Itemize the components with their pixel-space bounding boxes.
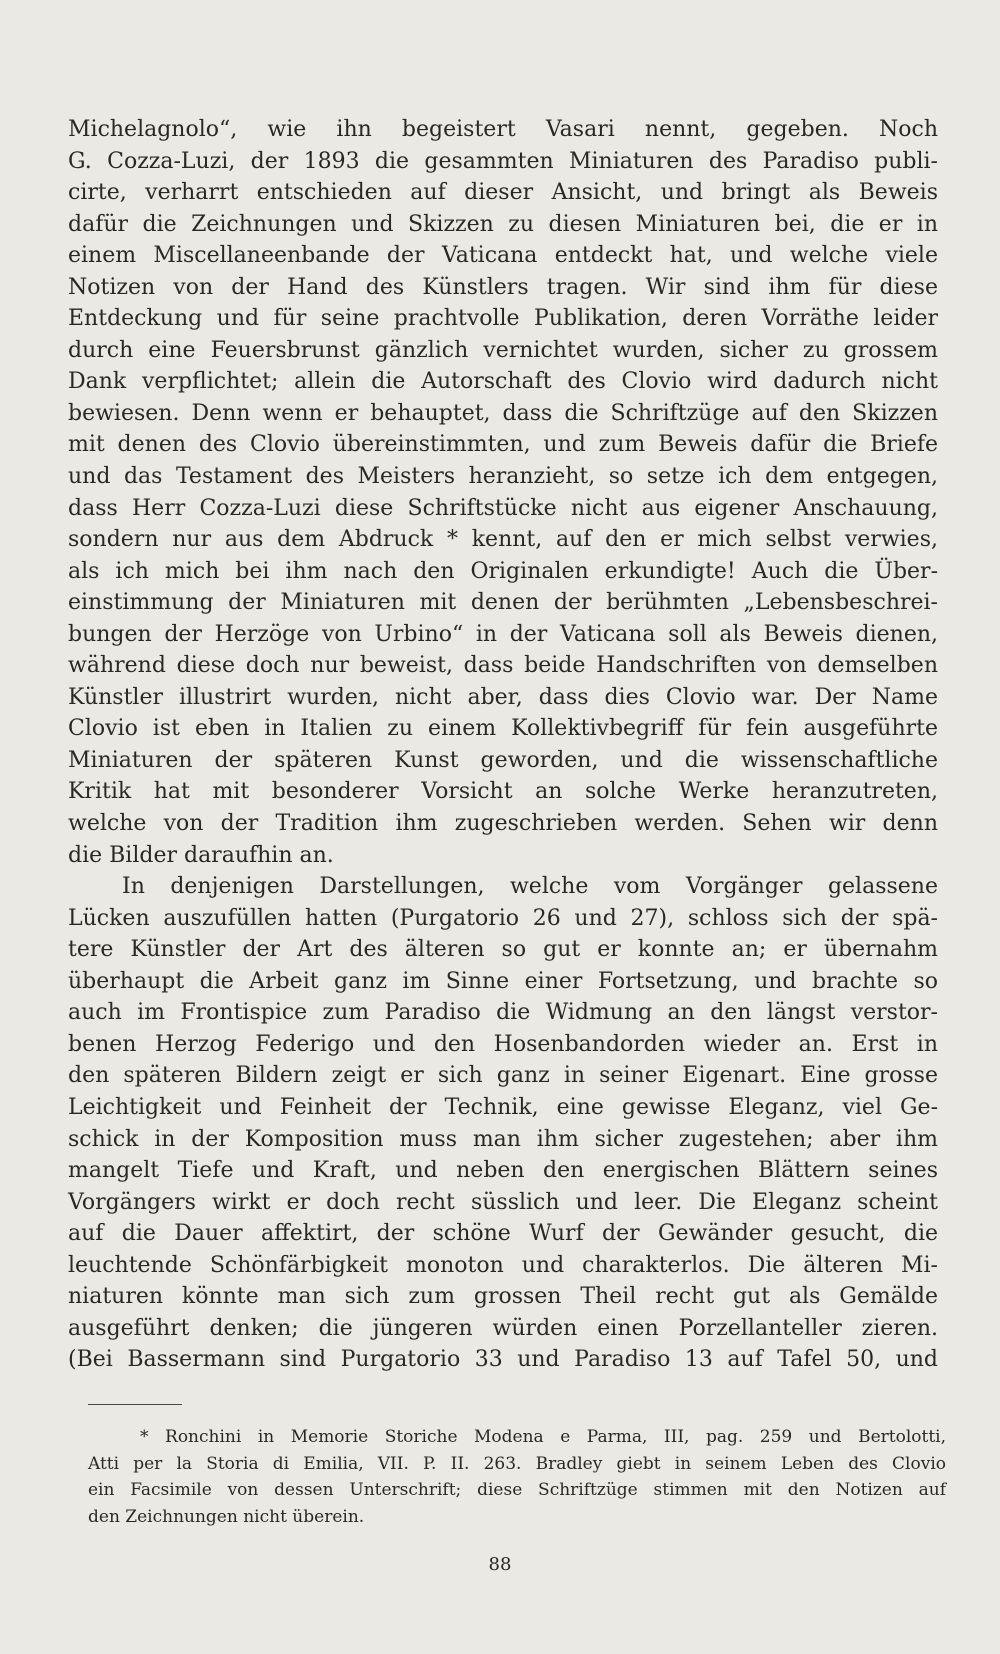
paragraph-end-line: die Bilder daraufhin an. [68, 842, 334, 868]
body-line: Vorgängers wirkt er doch recht süsslich und leer. Die Eleganz scheint [68, 1189, 938, 1215]
body-line: dass Herr Cozza-Luzi diese Schriftstücke nicht aus eigener Anschauung, [68, 495, 938, 521]
body-line: bungen der Herzöge von Urbino“ in der Vaticana soll als Beweis dienen, [68, 621, 938, 647]
body-line: Lücken auszufüllen hatten (Purgatorio 26 und 27), schloss sich der spä- [68, 905, 938, 931]
body-line: während diese doch nur beweist, dass beide Handschriften von demselben [68, 653, 938, 679]
body-line: dafür die Zeichnungen und Skizzen zu diesen Miniaturen bei, die er in [68, 211, 938, 237]
body-line: Clovio ist eben in Italien zu einem Kollektivbegriff für fein ausgeführte [68, 716, 938, 742]
body-line: durch eine Feuersbrunst gänzlich vernichtet wurden, sicher zu grossem [68, 337, 938, 363]
body-line: Notizen von der Hand des Künstlers tragen. Wir sind ihm für diese [68, 274, 938, 300]
body-line: einem Miscellaneenbande der Vaticana entdeckt hat, und welche viele [68, 243, 938, 269]
body-line: auf die Dauer affektirt, der schöne Wurf der Gewänder gesucht, die [68, 1221, 938, 1247]
footnote-line: den Zeichnungen nicht überein. [88, 1506, 365, 1527]
body-line: Kritik hat mit besonderer Vorsicht an solche Werke heranzutreten, [68, 779, 938, 805]
body-line: sondern nur aus dem Abdruck * kennt, auf den er mich selbst verwies, [68, 527, 938, 553]
body-line: tere Künstler der Art des älteren so gut er konnte an; er übernahm [68, 937, 938, 963]
body-line: Entdeckung und für seine prachtvolle Publikation, deren Vorräthe leider [68, 306, 938, 332]
footnote [88, 1424, 946, 1530]
paragraph-start-line: In denjenigen Darstellungen, welche vom Vorgänger gelassene [122, 874, 938, 900]
body-line: den späteren Bildern zeigt er sich ganz in seiner Eigenart. Eine grosse [68, 1063, 938, 1089]
body-line: schick in der Komposition muss man ihm sicher zugestehen; aber ihm [68, 1126, 938, 1152]
body-line: cirte, verharrt entschieden auf dieser Ansicht, und bringt als Beweis [68, 180, 938, 206]
footnote-line: Atti per la Storia di Emilia, VII. P. II. 263. Bradley giebt in seinem Leben des Clovio [88, 1453, 946, 1474]
body-text [68, 114, 938, 1376]
body-line: ausgeführt denken; die jüngeren würden einen Porzellanteller zieren. [68, 1315, 938, 1341]
footnote-divider [88, 1404, 182, 1405]
body-line: leuchtende Schönfärbigkeit monoton und charakterlos. Die älteren Mi- [68, 1252, 938, 1278]
body-line: welche von der Tradition ihm zugeschrieben werden. Sehen wir denn [68, 811, 938, 837]
footnote-line: * Ronchini in Memorie Storiche Modena e Parma, III, pag. 259 und Bertolotti, [140, 1427, 946, 1447]
footnote-line: ein Facsimile von dessen Unterschrift; diese Schriftzüge stimmen mit den Notizen auf [88, 1480, 946, 1500]
body-line: mangelt Tiefe und Kraft, und neben den energischen Blättern seines [68, 1158, 938, 1184]
body-line: Miniaturen der späteren Kunst geworden, und die wissenschaftliche [68, 747, 938, 773]
body-line: als ich mich bei ihm nach den Originalen erkundigte! Auch die Über- [68, 558, 938, 584]
page-number: 88 [488, 1554, 512, 1575]
body-line: und das Testament des Meisters heranzieht, so setze ich dem entgegen, [68, 464, 938, 490]
body-line: auch im Frontispice zum Paradiso die Widmung an den längst verstor- [68, 1000, 938, 1026]
body-line: Künstler illustrirt wurden, nicht aber, dass dies Clovio war. Der Name [68, 684, 938, 710]
body-line: überhaupt die Arbeit ganz im Sinne einer Fortsetzung, und brachte so [68, 968, 938, 994]
body-line: benen Herzog Federigo und den Hosenbandorden wieder an. Erst in [68, 1031, 938, 1057]
body-line: Michelagnolo“, wie ihn begeistert Vasari nennt, gegeben. Noch [68, 117, 938, 142]
body-line: einstimmung der Miniaturen mit denen der berühmten „Lebensbeschrei- [68, 590, 938, 616]
body-line: Dank verpflichtet; allein die Autorschaft des Clovio wird dadurch nicht [68, 369, 938, 395]
body-line: mit denen des Clovio übereinstimmten, und zum Beweis dafür die Briefe [68, 432, 938, 458]
body-line: Leichtigkeit und Feinheit der Technik, eine gewisse Eleganz, viel Ge- [68, 1094, 938, 1120]
body-line: bewiesen. Denn wenn er behauptet, dass die Schriftzüge auf den Skizzen [68, 400, 938, 426]
body-line: (Bei Bassermann sind Purgatorio 33 und Paradiso 13 auf Tafel 50, und [68, 1347, 938, 1373]
body-line: G. Cozza-Luzi, der 1893 die gesammten Miniaturen des Paradiso publi- [68, 148, 938, 174]
body-line: niaturen könnte man sich zum grossen Theil recht gut als Gemälde [68, 1284, 938, 1310]
